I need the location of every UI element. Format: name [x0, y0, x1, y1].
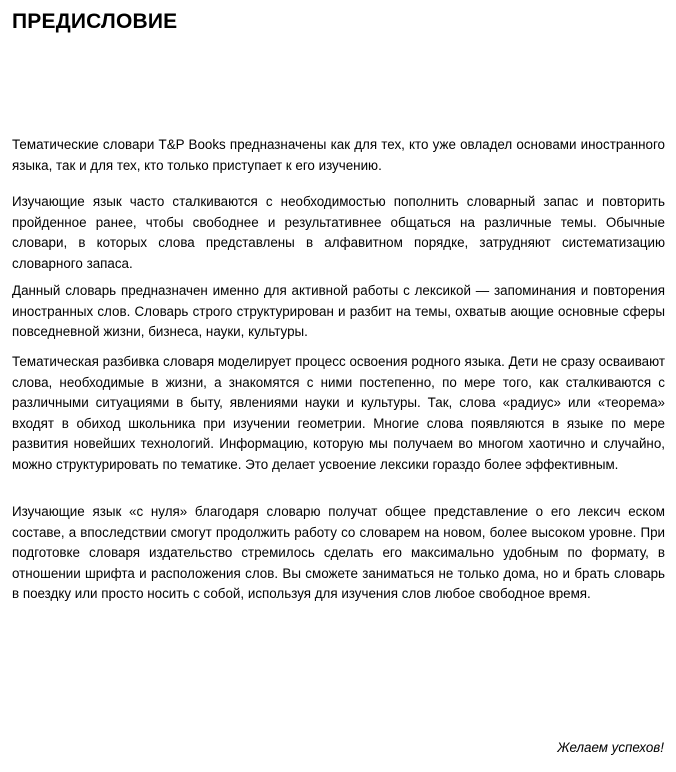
paragraph-problem: Изучающие язык часто сталкиваются с необходимостью пополнить словарный запас и повторить пройденное ранее, чтобы свободнее и результативнее общаться на различные темы. Обычные словари, в которых слова представлены в алфавитном порядке, затрудняют систематизацию словарного запаса. [12, 194, 665, 271]
signoff: Желаем успехов! [557, 740, 664, 755]
paragraph-usage: Изучающие язык «с нуля» благодаря словарю получат общее представление о его лексич еском составе, а впоследствии смогут продолжить работу со словарем на новом, более высоком уровне. При подготовке словаря издательство стремилось сделать его максимально удобным по формату, в отношении шрифта и расположения слов. Вы сможете заниматься не только дома, но и брать словарь в поездку или просто носить с собой, используя для изучения слов любое свободное время. [12, 504, 665, 602]
page-title: ПРЕДИСЛОВИЕ [12, 10, 178, 33]
paragraph-method: Тематическая разбивка словаря моделирует процесс освоения родного языка. Дети не сразу осваивают слова, необходимые в жизни, а знакомятся с ними постепенно, по мере того, как сталкиваются с различными ситуациями в быту, явлениями науки и культуры. Так, слова «радиус» или «теорема» входят в обиход школьника при изучении геометрии. Многие слова появляются в языке по мере развития новейших технологий. Информацию, которую мы получаем во многом хаотично и случайно, можно структурировать по тематике. Это делает усвоение лексики гораздо более эффективным. [12, 354, 665, 472]
paragraph-intro: Тематические словари T&P Books предназначены как для тех, кто уже овладел основами иностранного языка, так и для тех, кто только приступает к его изучению. [12, 137, 665, 173]
paragraph-purpose: Данный словарь предназначен именно для активной работы с лексикой — запоминания и повторения иностранных слов. Словарь строго структурирован и разбит на темы, охватыв ающие основные сферы повседневной жизни, бизнеса, науки, культуры. [12, 283, 665, 340]
